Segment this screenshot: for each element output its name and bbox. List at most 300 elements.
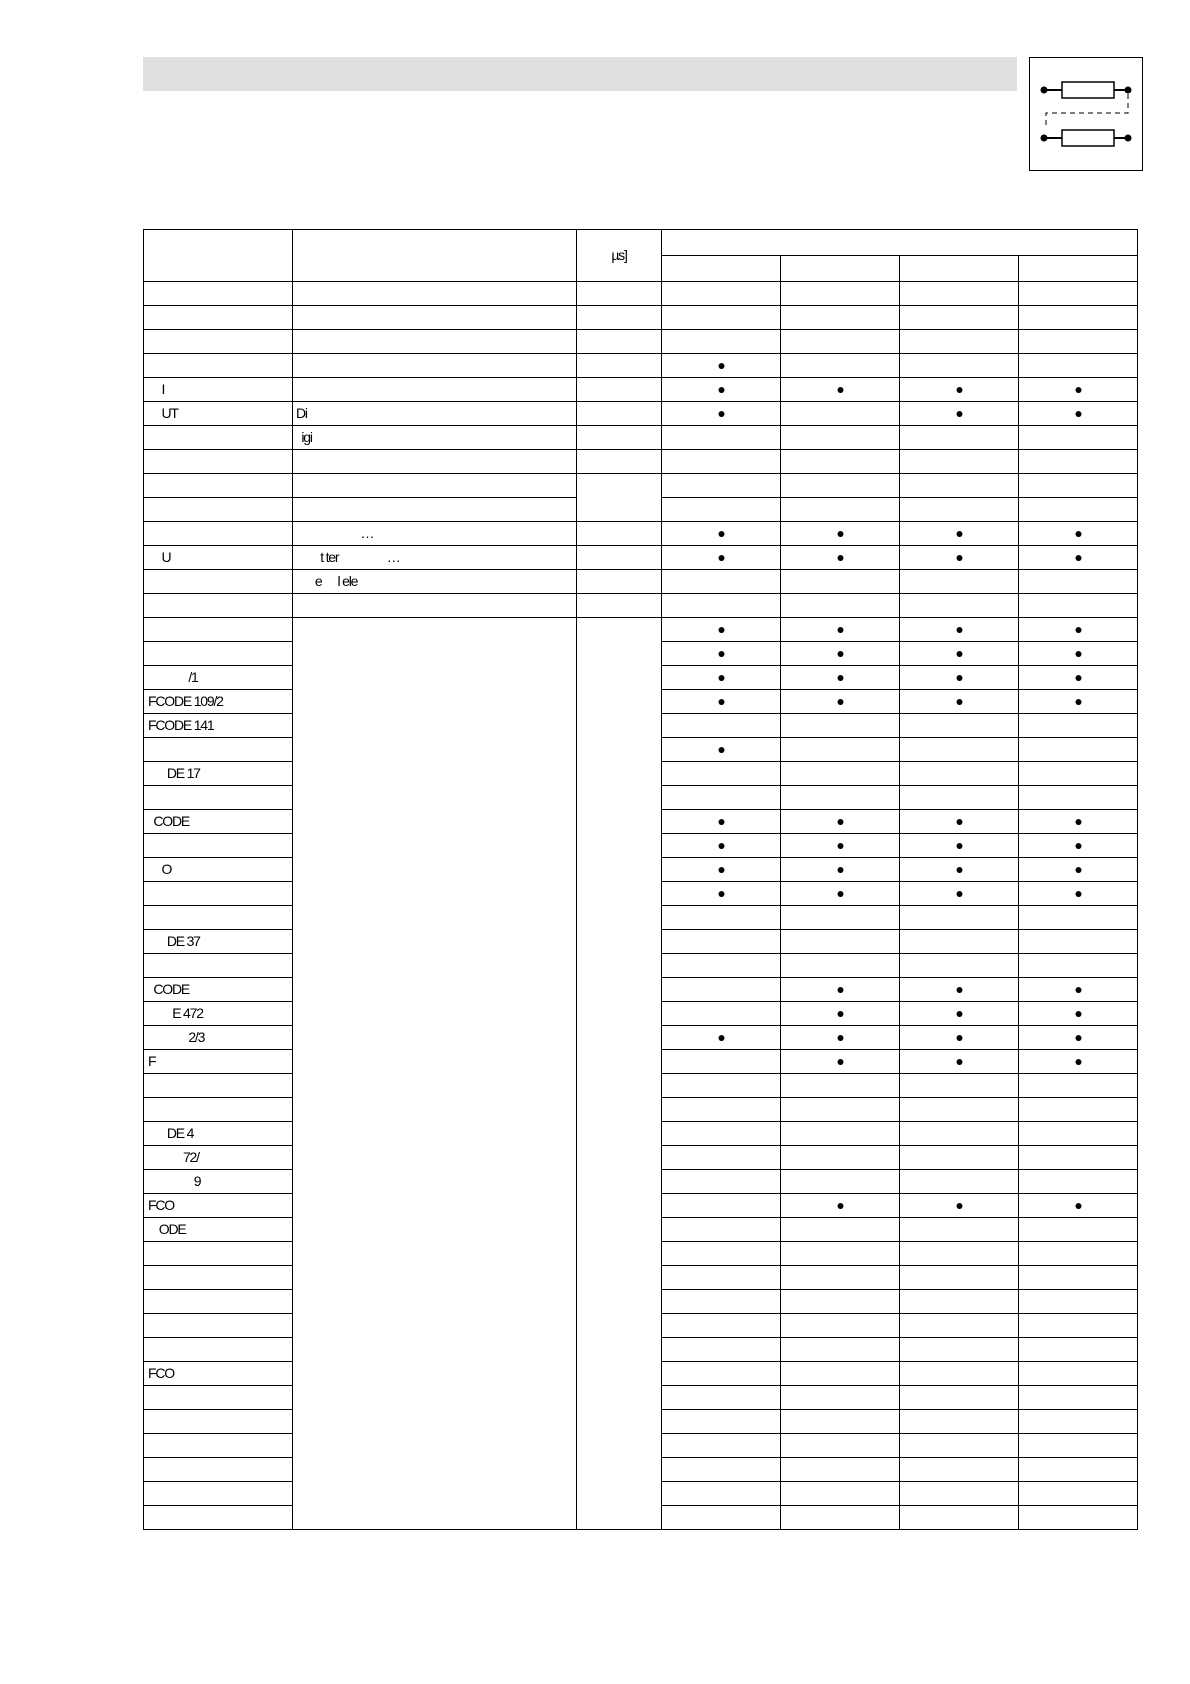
variant-4-cell <box>1019 1146 1138 1170</box>
variant-4-cell <box>1019 570 1138 594</box>
availability-dot: ● <box>1074 885 1082 901</box>
schematic-box <box>1029 57 1143 171</box>
variant-1-cell <box>662 1314 781 1338</box>
variant-2-cell <box>781 858 900 882</box>
header-cell-variants-group <box>662 230 1138 256</box>
variant-3-cell <box>900 1458 1019 1482</box>
row-label: 2/3 <box>148 1029 205 1045</box>
variant-1-cell <box>662 450 781 474</box>
variant-4-cell <box>1019 1434 1138 1458</box>
availability-dot: ● <box>717 693 725 709</box>
variant-3-cell <box>900 1362 1019 1386</box>
variant-2-cell <box>781 426 900 450</box>
variant-4-cell <box>1019 1194 1138 1218</box>
variant-2-cell <box>781 474 900 498</box>
time-cell <box>577 522 662 546</box>
row-description: e l ele <box>296 573 358 589</box>
availability-dot: ● <box>1074 813 1082 829</box>
row-label-cell <box>144 594 293 618</box>
row-label-cell <box>144 1194 293 1218</box>
row-label-cell <box>144 1098 293 1122</box>
variant-4-cell <box>1019 450 1138 474</box>
header-cell-col1 <box>144 230 293 282</box>
variant-1-cell <box>662 1338 781 1362</box>
variant-2-cell <box>781 1170 900 1194</box>
variant-3-cell <box>900 546 1019 570</box>
variant-3-cell <box>900 1194 1019 1218</box>
variant-4-cell <box>1019 378 1138 402</box>
availability-dot: ● <box>955 1005 963 1021</box>
variant-2-cell <box>781 1338 900 1362</box>
variant-3-cell <box>900 690 1019 714</box>
table-row <box>144 570 1138 594</box>
variant-2-cell <box>781 282 900 306</box>
row-description: … <box>296 525 374 541</box>
variant-1-cell <box>662 762 781 786</box>
row-label-cell <box>144 690 293 714</box>
availability-dot: ● <box>955 669 963 685</box>
merged-description-cell <box>293 618 577 1530</box>
variant-4-cell <box>1019 474 1138 498</box>
row-label-cell <box>144 786 293 810</box>
time-cell <box>577 594 662 618</box>
variant-4-cell <box>1019 1362 1138 1386</box>
variant-3-cell <box>900 402 1019 426</box>
variant-3-cell <box>900 1482 1019 1506</box>
variant-2-cell <box>781 1290 900 1314</box>
table-row <box>144 450 1138 474</box>
variant-4-cell <box>1019 594 1138 618</box>
variant-2-cell <box>781 1266 900 1290</box>
variant-2-cell <box>781 1146 900 1170</box>
variant-1-cell <box>662 1026 781 1050</box>
variant-2-cell <box>781 642 900 666</box>
row-description-cell <box>293 570 577 594</box>
availability-dot: ● <box>1074 1029 1082 1045</box>
availability-dot: ● <box>836 669 844 685</box>
variant-4-cell <box>1019 1098 1138 1122</box>
variant-3-cell <box>900 498 1019 522</box>
row-label: DE 17 <box>148 765 200 781</box>
variant-3-cell <box>900 354 1019 378</box>
variant-4-cell <box>1019 738 1138 762</box>
variant-4-cell <box>1019 1314 1138 1338</box>
variant-1-cell <box>662 642 781 666</box>
availability-dot: ● <box>836 1053 844 1069</box>
row-label-cell <box>144 642 293 666</box>
row-description: Di <box>296 405 307 421</box>
row-label-cell <box>144 1482 293 1506</box>
variant-2-cell <box>781 546 900 570</box>
time-unit-label: µs] <box>611 247 627 263</box>
availability-dot: ● <box>955 693 963 709</box>
variant-3-cell <box>900 1098 1019 1122</box>
variant-1-cell <box>662 714 781 738</box>
variant-1-cell <box>662 690 781 714</box>
variant-3-cell <box>900 1002 1019 1026</box>
availability-dot: ● <box>1074 861 1082 877</box>
row-label-cell <box>144 546 293 570</box>
variant-2-cell <box>781 330 900 354</box>
variant-2-cell <box>781 402 900 426</box>
variant-1-cell <box>662 906 781 930</box>
variant-2-cell <box>781 1074 900 1098</box>
variant-2-cell <box>781 786 900 810</box>
availability-dot: ● <box>955 885 963 901</box>
variant-1-cell <box>662 978 781 1002</box>
availability-dot: ● <box>836 549 844 565</box>
variant-4-cell <box>1019 1290 1138 1314</box>
variant-4-cell <box>1019 1458 1138 1482</box>
variant-4-cell <box>1019 786 1138 810</box>
row-label: FCO <box>148 1197 174 1213</box>
row-label: CODE <box>148 813 190 829</box>
variant-1-cell <box>662 282 781 306</box>
row-description-cell <box>293 282 577 306</box>
row-label-cell <box>144 1362 293 1386</box>
availability-dot: ● <box>717 669 725 685</box>
variant-4-cell <box>1019 330 1138 354</box>
variant-4-cell <box>1019 666 1138 690</box>
variant-1-cell <box>662 594 781 618</box>
row-description-cell <box>293 450 577 474</box>
variant-3-cell <box>900 522 1019 546</box>
variant-4-cell <box>1019 762 1138 786</box>
time-cell <box>577 330 662 354</box>
variant-1-cell <box>662 498 781 522</box>
variant-4-cell <box>1019 1386 1138 1410</box>
variant-4-cell <box>1019 522 1138 546</box>
availability-dot: ● <box>1074 405 1082 421</box>
variant-1-cell <box>662 570 781 594</box>
variant-4-cell <box>1019 1122 1138 1146</box>
table-row <box>144 426 1138 450</box>
table-row <box>144 546 1138 570</box>
variant-2-cell <box>781 1218 900 1242</box>
variant-3-cell <box>900 1266 1019 1290</box>
availability-dot: ● <box>1074 645 1082 661</box>
variant-2-cell <box>781 522 900 546</box>
row-label: O <box>148 861 172 877</box>
row-label-cell <box>144 1074 293 1098</box>
header-cell-variant-3 <box>900 256 1019 282</box>
header-cell-time <box>577 230 662 282</box>
variant-2-cell <box>781 1506 900 1530</box>
variant-2-cell <box>781 954 900 978</box>
time-cell <box>577 282 662 306</box>
row-description-cell <box>293 378 577 402</box>
variant-3-cell <box>900 1074 1019 1098</box>
row-description-cell <box>293 306 577 330</box>
section-header-bar <box>143 57 1017 91</box>
availability-dot: ● <box>717 741 725 757</box>
variant-3-cell <box>900 834 1019 858</box>
variant-2-cell <box>781 738 900 762</box>
header-cell-col2 <box>293 230 577 282</box>
variant-4-cell <box>1019 282 1138 306</box>
availability-dot: ● <box>836 813 844 829</box>
variant-4-cell <box>1019 978 1138 1002</box>
time-cell <box>577 354 662 378</box>
variant-3-cell <box>900 474 1019 498</box>
availability-dot: ● <box>1074 1197 1082 1213</box>
variant-2-cell <box>781 498 900 522</box>
variant-3-cell <box>900 1506 1019 1530</box>
availability-dot: ● <box>836 645 844 661</box>
row-description-cell <box>293 426 577 450</box>
variant-1-cell <box>662 1458 781 1482</box>
row-label: 9 <box>148 1173 201 1189</box>
variant-2-cell <box>781 1194 900 1218</box>
row-description-cell <box>293 354 577 378</box>
availability-dot: ● <box>836 1005 844 1021</box>
availability-dot: ● <box>1074 693 1082 709</box>
row-label-cell <box>144 522 293 546</box>
table-row <box>144 306 1138 330</box>
variant-3-cell <box>900 1122 1019 1146</box>
variant-3-cell <box>900 594 1019 618</box>
row-label-cell <box>144 402 293 426</box>
variant-3-cell <box>900 618 1019 642</box>
row-description: t ter … <box>296 549 400 565</box>
row-description-cell <box>293 546 577 570</box>
variant-3-cell <box>900 1218 1019 1242</box>
variant-3-cell <box>900 330 1019 354</box>
variant-4-cell <box>1019 1338 1138 1362</box>
table-row <box>144 354 1138 378</box>
variant-4-cell <box>1019 1074 1138 1098</box>
variant-3-cell <box>900 282 1019 306</box>
variant-1-cell <box>662 786 781 810</box>
availability-dot: ● <box>717 861 725 877</box>
availability-dot: ● <box>955 381 963 397</box>
variant-1-cell <box>662 1242 781 1266</box>
variant-1-cell <box>662 810 781 834</box>
variant-4-cell <box>1019 1170 1138 1194</box>
variant-2-cell <box>781 1482 900 1506</box>
row-description-cell <box>293 594 577 618</box>
availability-dot: ● <box>836 381 844 397</box>
row-label: F <box>148 1053 156 1069</box>
variant-1-cell <box>662 546 781 570</box>
availability-dot: ● <box>1074 837 1082 853</box>
table-row <box>144 402 1138 426</box>
row-label-cell <box>144 978 293 1002</box>
row-label-cell <box>144 306 293 330</box>
row-description-cell <box>293 402 577 426</box>
row-label: CODE <box>148 981 190 997</box>
variant-1-cell <box>662 834 781 858</box>
variant-3-cell <box>900 978 1019 1002</box>
row-label: ODE <box>148 1221 186 1237</box>
availability-dot: ● <box>717 525 725 541</box>
availability-dot: ● <box>717 549 725 565</box>
variant-1-cell <box>662 354 781 378</box>
availability-dot: ● <box>836 621 844 637</box>
availability-dot: ● <box>836 861 844 877</box>
variant-3-cell <box>900 1170 1019 1194</box>
variant-2-cell <box>781 1458 900 1482</box>
row-label-cell <box>144 906 293 930</box>
variant-3-cell <box>900 1146 1019 1170</box>
table-row <box>144 522 1138 546</box>
variant-1-cell <box>662 1170 781 1194</box>
row-label: DE 4 <box>148 1125 194 1141</box>
availability-dot: ● <box>717 837 725 853</box>
variant-3-cell <box>900 858 1019 882</box>
row-label-cell <box>144 498 293 522</box>
variant-1-cell <box>662 1482 781 1506</box>
variant-2-cell <box>781 978 900 1002</box>
time-cell <box>577 426 662 450</box>
variant-3-cell <box>900 642 1019 666</box>
variant-3-cell <box>900 762 1019 786</box>
row-label-cell <box>144 738 293 762</box>
variant-1-cell <box>662 1266 781 1290</box>
variant-2-cell <box>781 762 900 786</box>
row-label: I <box>148 381 165 397</box>
variant-4-cell <box>1019 930 1138 954</box>
variant-3-cell <box>900 426 1019 450</box>
availability-dot: ● <box>836 837 844 853</box>
row-label: /1 <box>148 669 198 685</box>
variant-4-cell <box>1019 1266 1138 1290</box>
row-label: FCODE 109/2 <box>148 693 223 709</box>
row-label-cell <box>144 1218 293 1242</box>
variant-3-cell <box>900 1314 1019 1338</box>
variant-2-cell <box>781 594 900 618</box>
variant-3-cell <box>900 1290 1019 1314</box>
availability-dot: ● <box>1074 621 1082 637</box>
variant-4-cell <box>1019 690 1138 714</box>
row-label: 72/ <box>148 1149 199 1165</box>
variant-1-cell <box>662 618 781 642</box>
variant-3-cell <box>900 738 1019 762</box>
availability-dot: ● <box>955 861 963 877</box>
variant-4-cell <box>1019 882 1138 906</box>
variant-4-cell <box>1019 858 1138 882</box>
header-cell-variant-1 <box>662 256 781 282</box>
variant-1-cell <box>662 882 781 906</box>
variant-2-cell <box>781 810 900 834</box>
row-label: U <box>148 549 171 565</box>
row-label-cell <box>144 810 293 834</box>
variant-4-cell <box>1019 1482 1138 1506</box>
row-label-cell <box>144 570 293 594</box>
variant-3-cell <box>900 1410 1019 1434</box>
time-cell <box>577 450 662 474</box>
availability-dot: ● <box>1074 981 1082 997</box>
row-description: igi <box>296 429 312 445</box>
row-description-cell <box>293 330 577 354</box>
table-row <box>144 282 1138 306</box>
variant-2-cell <box>781 714 900 738</box>
variant-2-cell <box>781 906 900 930</box>
availability-dot: ● <box>1074 1005 1082 1021</box>
variant-1-cell <box>662 1098 781 1122</box>
variant-2-cell <box>781 450 900 474</box>
variant-1-cell <box>662 930 781 954</box>
variant-1-cell <box>662 666 781 690</box>
variant-2-cell <box>781 1050 900 1074</box>
availability-dot: ● <box>955 813 963 829</box>
time-cell <box>577 546 662 570</box>
variant-2-cell <box>781 1434 900 1458</box>
availability-dot: ● <box>717 1029 725 1045</box>
variant-1-cell <box>662 522 781 546</box>
availability-dot: ● <box>1074 381 1082 397</box>
row-label-cell <box>144 858 293 882</box>
variant-3-cell <box>900 666 1019 690</box>
table-row <box>144 594 1138 618</box>
availability-dot: ● <box>1074 525 1082 541</box>
row-label: DE 37 <box>148 933 200 949</box>
row-label-cell <box>144 330 293 354</box>
variant-3-cell <box>900 378 1019 402</box>
row-label-cell <box>144 618 293 642</box>
table-row <box>144 378 1138 402</box>
variant-3-cell <box>900 906 1019 930</box>
variant-2-cell <box>781 1026 900 1050</box>
variant-4-cell <box>1019 954 1138 978</box>
variant-3-cell <box>900 570 1019 594</box>
row-label-cell <box>144 1338 293 1362</box>
variant-4-cell <box>1019 1050 1138 1074</box>
variant-2-cell <box>781 1362 900 1386</box>
availability-dot: ● <box>955 549 963 565</box>
availability-dot: ● <box>1074 549 1082 565</box>
row-label-cell <box>144 1314 293 1338</box>
row-label: FCO <box>148 1365 174 1381</box>
variant-1-cell <box>662 378 781 402</box>
variant-1-cell <box>662 1506 781 1530</box>
variant-1-cell <box>662 1122 781 1146</box>
availability-dot: ● <box>955 837 963 853</box>
row-label-cell <box>144 1170 293 1194</box>
variant-4-cell <box>1019 426 1138 450</box>
variant-4-cell <box>1019 1410 1138 1434</box>
variant-1-cell <box>662 1074 781 1098</box>
header-cell-variant-4 <box>1019 256 1138 282</box>
variant-3-cell <box>900 1434 1019 1458</box>
variant-3-cell <box>900 882 1019 906</box>
variant-1-cell <box>662 1290 781 1314</box>
row-label-cell <box>144 954 293 978</box>
variant-4-cell <box>1019 354 1138 378</box>
time-cell <box>577 306 662 330</box>
row-label-cell <box>144 1410 293 1434</box>
variant-4-cell <box>1019 306 1138 330</box>
variant-1-cell <box>662 1362 781 1386</box>
row-description-cell <box>293 522 577 546</box>
variant-2-cell <box>781 882 900 906</box>
variant-1-cell <box>662 330 781 354</box>
row-label-cell <box>144 450 293 474</box>
row-label-cell <box>144 714 293 738</box>
row-label-cell <box>144 354 293 378</box>
availability-dot: ● <box>836 525 844 541</box>
variant-4-cell <box>1019 618 1138 642</box>
row-label-cell <box>144 282 293 306</box>
variant-1-cell <box>662 738 781 762</box>
row-label-cell <box>144 1026 293 1050</box>
row-label-cell <box>144 1458 293 1482</box>
row-label-cell <box>144 882 293 906</box>
availability-dot: ● <box>717 645 725 661</box>
variant-2-cell <box>781 690 900 714</box>
variant-2-cell <box>781 306 900 330</box>
variant-1-cell <box>662 858 781 882</box>
